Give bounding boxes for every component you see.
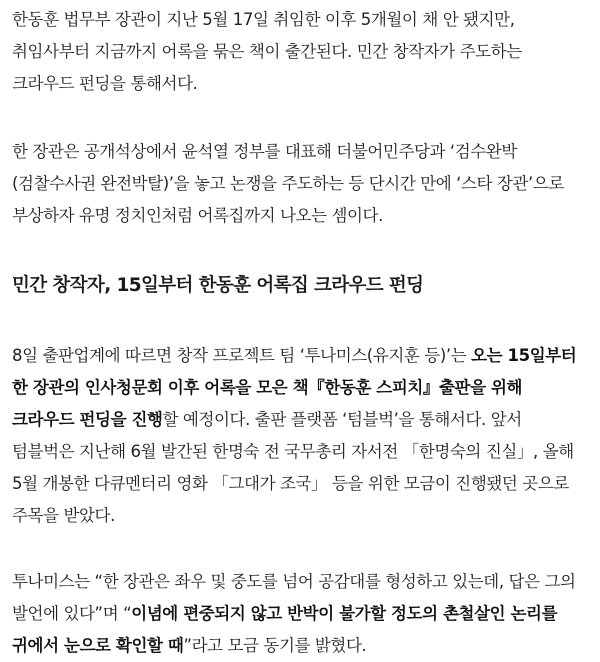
paragraph-1 [12,0,588,100]
text-run: 발언에 있다”며 “ [12,604,132,623]
paragraph-line: 주목을 받았다. [12,506,115,525]
paragraph-line: 5월 개봉한 다큐멘터리 영화 「그대가 조국」 등을 위한 모금이 진행됐던 곳으로 [12,474,569,493]
text-run: ”라고 모금 동기를 밝혔다. [183,636,367,655]
bold-text-run: 이념에 편중되지 않고 반박이 불가할 정도의 촌철살인 논리를 [131,604,558,623]
paragraph-4 [12,566,588,662]
text-run: 8일 출판업계에 따르면 창작 프로젝트 팀 ‘투나미스(유지훈 등)’는 [12,346,472,365]
bold-text-run: 귀에서 눈으로 확인할 때 [12,636,184,655]
paragraph-line: 한 장관은 공개석상에서 윤석열 정부를 대표해 더불어민주당과 ‘검수완박 [12,142,517,161]
paragraph-line: 투나미스는 “한 장관은 좌우 및 중도를 넘어 공감대를 형성하고 있는데, 답은 그의 [12,572,576,591]
paragraph-line: 크라우드 펀딩을 통해서다. [12,74,198,93]
paragraph-2 [12,136,588,232]
paragraph-line [12,630,588,662]
paragraph-line: 부상하자 유명 정치인처럼 어록집까지 나오는 셈이다. [12,206,383,225]
bold-text-run: 크라우드 펀딩을 진행 [12,410,163,429]
paragraph-line [12,340,588,372]
paragraph-line: 취임사부터 지금까지 어록을 묶은 책이 출간된다. 민간 창작자가 주도하는 [12,42,522,61]
paragraph-line [12,372,588,404]
paragraph-3 [12,340,588,532]
paragraph-line: (검찰수사권 완전박탈)’을 놓고 논쟁을 주도하는 등 단시간 만에 ‘스타 장관’으로 [12,174,564,193]
paragraph-line: 텀블벅은 지난해 6월 발간된 한명숙 전 국무총리 자서전 「한명숙의 진실」, 올해 [12,442,574,461]
paragraph-line: 한동훈 법무부 장관이 지난 5월 17일 취임한 이후 5개월이 채 안 됐지만, [12,10,515,29]
text-run: 할 예정이다. 출판 플랫폼 ‘텀블벅’을 통해서다. 앞서 [162,410,522,429]
bold-text-run: 한 장관의 인사청문회 이후 어록을 모은 책『한동훈 스피치』출판을 위해 [12,378,523,397]
bold-text-run: 오는 15일부터 [471,346,577,365]
paragraph-line [12,404,588,436]
section-heading: 민간 창작자, 15일부터 한동훈 어록집 크라우드 펀딩 [12,275,424,296]
paragraph-line [12,598,588,630]
